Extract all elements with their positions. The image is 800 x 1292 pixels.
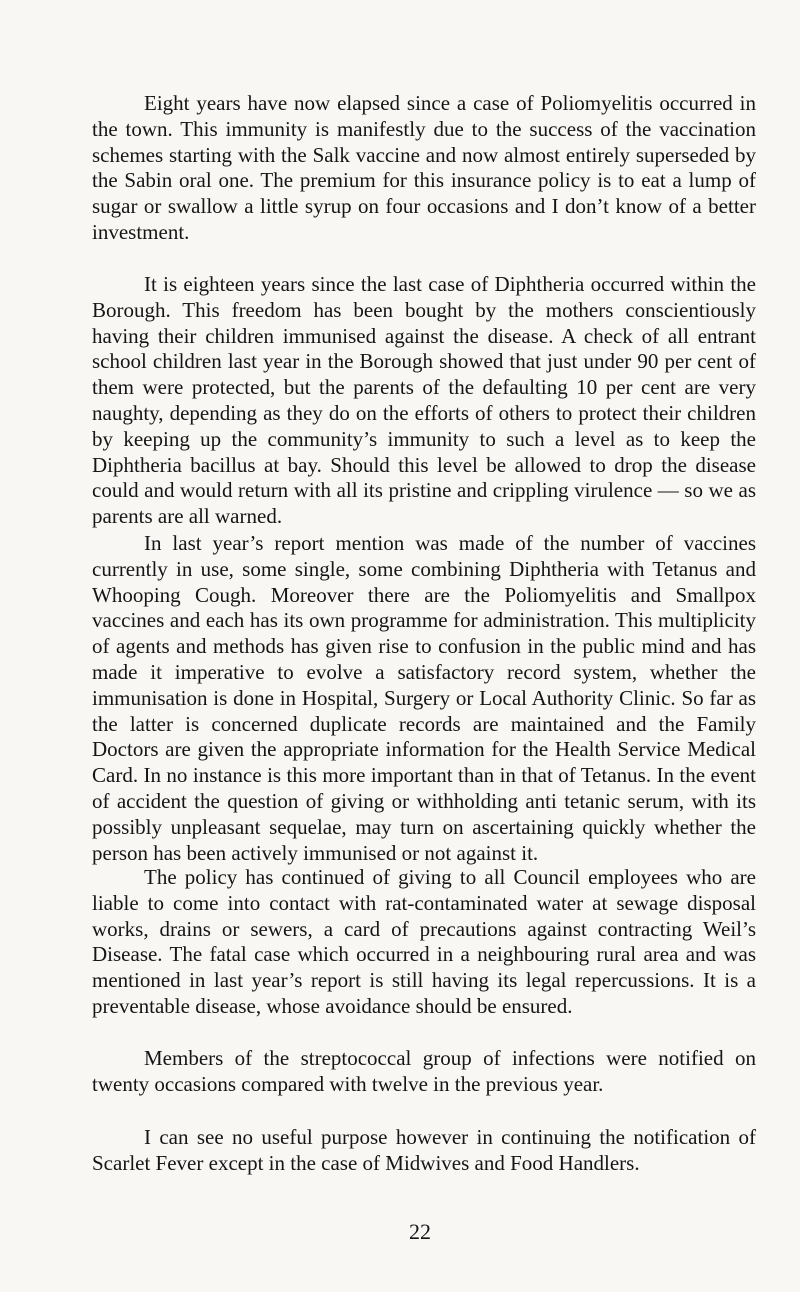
paragraph-poliomyelitis: Eight years have now elapsed since a case of Poliomyelitis occurred in the town. This immunity is manifestly due to the success of the vaccination schemes starting with the Salk vaccine and now almost entirely superseded by the Sabin oral one. The premium for this insurance policy is to eat a lump of sugar or swallow a little syrup on four occasions and I don’t know of a better investment. — [92, 91, 756, 244]
paragraph-scarlet-fever: I can see no useful purpose however in continuing the notification of Scarlet Fever except in the case of Midwives and Food Handlers. — [92, 1125, 756, 1175]
paragraph-streptococcal: Members of the streptococcal group of infections were notified on twenty occasions compared with twelve in the previous year. — [92, 1046, 756, 1096]
paragraph-weils-disease: The policy has continued of giving to all Council employees who are liable to come into contact with rat-contaminated water at sewage disposal works, drains or sewers, a card of precautions against contracting Weil’s Disease. The fatal case which occurred in a neighbouring rural area and was mentioned in last year’s report is still having its legal repercussions. It is a preventable disease, whose avoidance should be ensured. — [92, 865, 756, 1018]
paragraph-vaccine-records: In last year’s report mention was made of the number of vaccines currently in use, some single, some combining Diphtheria with Tetanus and Whooping Cough. Moreover there are the Poliomyelitis and Smallpox vaccines and each has its own programme for administration. This multiplicity of agents and methods has given rise to confusion in the public mind and has made it imperative to evolve a satisfactory record system, whether the immunisation is done in Hospital, Surgery or Local Authority Clinic. So far as the latter is concerned duplicate records are maintained and the Family Doctors are given the appropriate information for the Health Service Medical Card. In no instance is this more important than in that of Tetanus. In the event of accident the question of giving or withholding anti tetanic serum, with its possibly unpleasant sequelae, may turn on ascertaining quickly whether the person has been actively immunised or not against it. — [92, 531, 756, 865]
paragraph-diphtheria: It is eighteen years since the last case of Diphtheria occurred within the Borough. This freedom has been bought by the mothers conscientiously having their children immunised against the disease. A check of all entrant school children last year in the Borough showed that just under 90 per cent of them were protected, but the parents of the defaulting 10 per cent are very naughty, depending as they do on the efforts of others to protect their children by keeping up the community’s immunity to such a level as to keep the Diphtheria bacillus at bay. Should this level be allowed to drop the disease could and would return with all its pristine and crippling virulence — so we as parents are all warned. — [92, 272, 756, 529]
page-number: 22 — [409, 1219, 431, 1244]
